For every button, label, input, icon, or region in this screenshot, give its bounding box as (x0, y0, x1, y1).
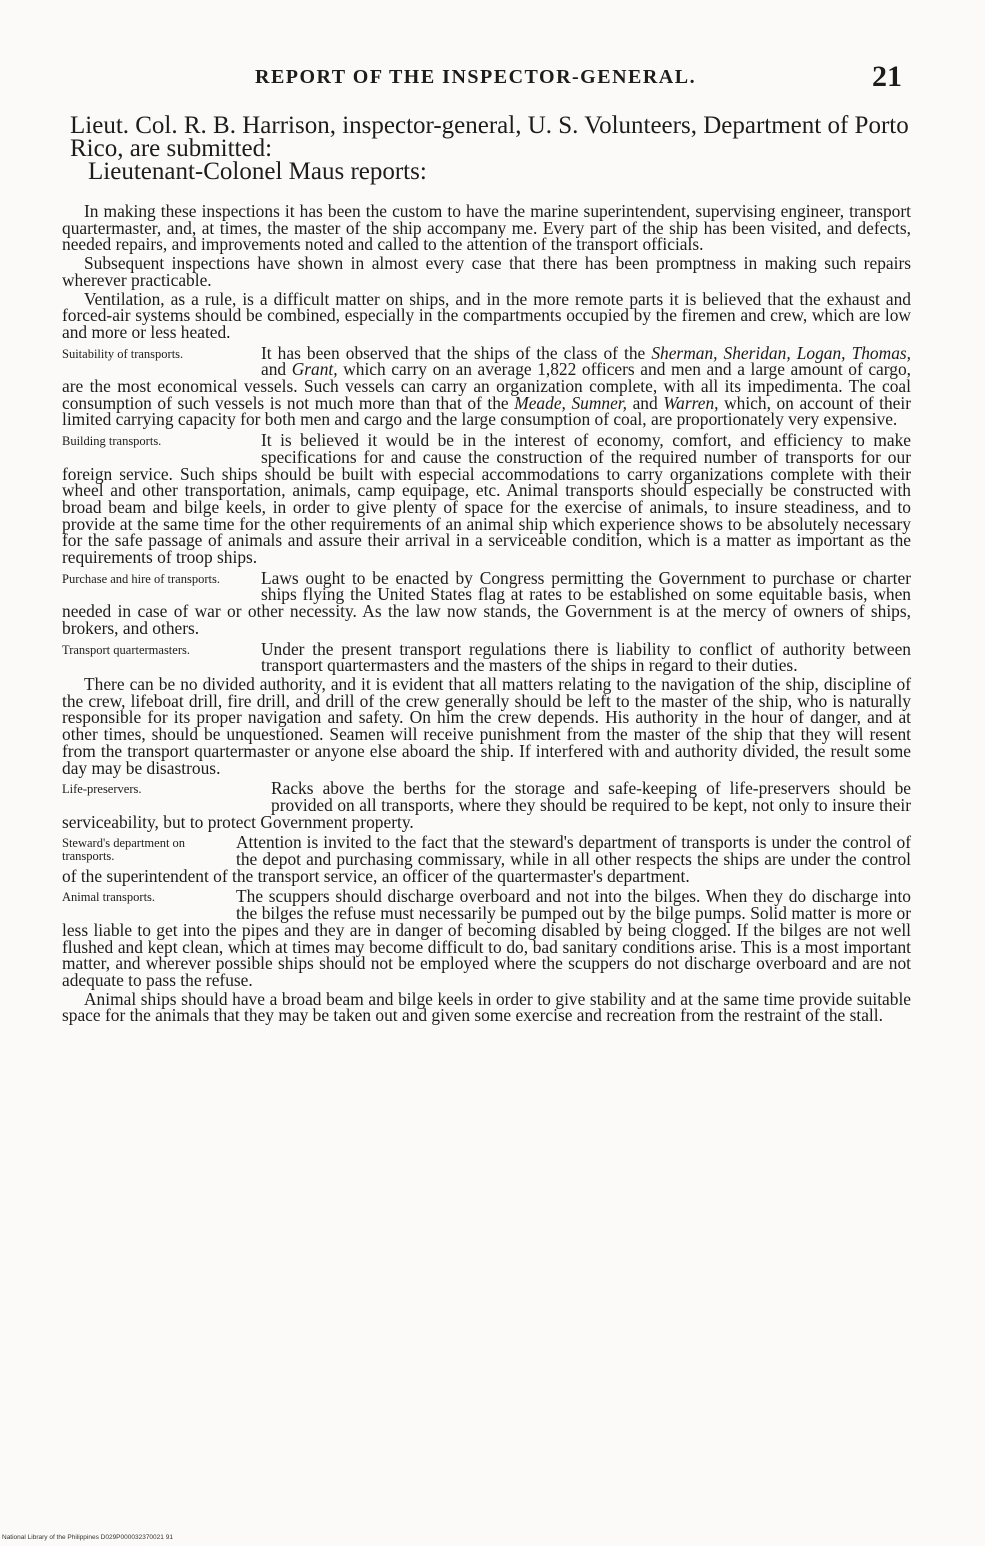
sidenote-purchase: Purchase and hire of transports. (62, 571, 220, 586)
paragraph-ventilation: Ventilation, as a rule, is a difficult matter on ships, and in the more remote parts it is believed that the exhaust and forced-air systems should be combined, especially in the compartments occupied by the firemen and crew, which are low and more or less heated. (62, 288, 911, 342)
section-animal (62, 888, 911, 1024)
section-quartermasters (62, 638, 911, 778)
intro-subheading: Lieutenant-Colonel Maus reports: (88, 158, 427, 185)
scan-footer: National Library of the Philippines D029P000032370021 91 (2, 1534, 173, 1541)
section-suitability (62, 342, 911, 430)
paragraph-steward: Attention is invited to the fact that the steward's department of transports is under the control of the depot and purchasing commissary, while in all other respects the ships are under the control of the superintendent of the transport service, an officer of the quartermaster's department. (62, 832, 911, 886)
intro-block (70, 114, 915, 183)
sidenote-quartermasters: Transport quartermasters. (62, 642, 190, 657)
section-lifepreservers (62, 780, 911, 830)
paragraph-lifepreservers: Racks above the berths for the storage and safe-keeping of life-preservers should be provided on all transports, where they should be required to be kept, not only to insure their serviceability, but to protect Government property. (62, 778, 911, 832)
paragraph-repairs: Subsequent inspections have shown in almost every case that there has been promptness in making such repairs wherever practicable. (62, 253, 911, 290)
paragraph-animal-ships: Animal ships should have a broad beam and bilge keels in order to give stability and at the same time provide suitable space for the animals that they may be taken out and given some exercise and recreation from the restraint of the stall. (62, 988, 911, 1026)
sidenote-animal: Animal transports. (62, 890, 156, 905)
paragraph-inspections: In making these inspections it has been the custom to have the marine superintendent, supervising engineer, transport quartermaster, and, at times, the master of the ship accompany me. Every part of the ship has been visited, and defects, needed repairs, and improvements noted and called to the attention of the transport officials. (62, 201, 911, 255)
section-building (62, 432, 911, 566)
sidenote-suitability: Suitability of transports. (62, 346, 184, 361)
paragraph-animal: The scuppers should discharge overboard and not into the bilges. When they do discharge into the bilges the refuse must necessarily be pumped out by the bilge pumps. Solid matter is more or less liable to get into the pipes and they are in danger of becoming disabled by being clogged. If the bilges are not well flushed and kept clean, which at times may become difficult to do, bad sanitary conditions arise. This is a most important matter, and wherever possible ships should not be employed where the scuppers do not discharge overboard and are not adequate to pass the refuse. (62, 886, 911, 990)
intro-line: Lieut. Col. R. B. Harrison, inspector-general, U. S. Volunteers, Department of Porto Rico, are submitted: (70, 112, 909, 162)
paragraph-suitability: It has been observed that the ships of the class of the Sherman, Sheridan, Logan, Thomas, and Grant, which carry on an average 1,822 officers and men and a large amount of cargo, are the most economical vessels. Such vessels can carry an organization complete, with all its impedimenta. The coal consumption of such vessels is not much more than that of the Meade, Sumner, and Warren, which, on account of their limited carrying capacity for both men and cargo and the large consumption of coal, are proportionately very expensive. (62, 342, 911, 430)
running-title: REPORT OF THE INSPECTOR-GENERAL. (255, 66, 697, 88)
paragraph-authority: There can be no divided authority, and it is evident that all matters relating to the navigation of the ship, discipline of the crew, lifeboat drill, fire drill, and drill of the crew generally should be left to the master of the ship, who is naturally responsible for its proper navigation and safety. On him the crew depends. His authority in the hour of danger, and at other times, should be unquestioned. Seamen will receive punishment from the master of the ship that they will resent from the transport quartermaster or anyone else aboard the ship. If interfered with and authority divided, the result some day may be disastrous. (62, 673, 911, 778)
paragraph-building: It is believed it would be in the interest of economy, comfort, and efficiency to make specifications for and cause the construction of the required number of transports for our foreign service. Such ships should be built with especial accommodations to carry organizations complete with their wheel and other transportation, animals, camp equipage, etc. Animal transports should especially be constructed with broad beam and bilge keels, in order to give plenty of space for the exercise of animals, to insure steadiness, and to provide at the same time for the other requirements of an animal ship which experience shows to be absolutely necessary for the safe passage of animals and assure their arrival in a serviceable condition, which is a matter as important as the requirements of troop ships. (62, 430, 911, 568)
sidenote-building: Building transports. (62, 434, 162, 449)
section-purchase (62, 567, 911, 638)
sidenote-lifepreservers: Life-preservers. (62, 782, 142, 797)
page-number: 21 (872, 60, 902, 93)
sidenote-steward: Steward's department on transports. (62, 836, 186, 864)
paragraph-quartermasters: Under the present transport regulations there is liability to conflict of authority between transport quartermasters and the masters of the ships in regard to their duties. (261, 638, 911, 676)
paragraph-purchase: Laws ought to be enacted by Congress permitting the Government to purchase or charter ships flying the United States flag at rates to be established on some equitable basis, when needed in case of war or other necessity. As the law now stands, the Government is at the mercy of owners of ships, brokers, and others. (62, 567, 911, 638)
section-steward (62, 834, 911, 884)
report-body (62, 203, 911, 1026)
